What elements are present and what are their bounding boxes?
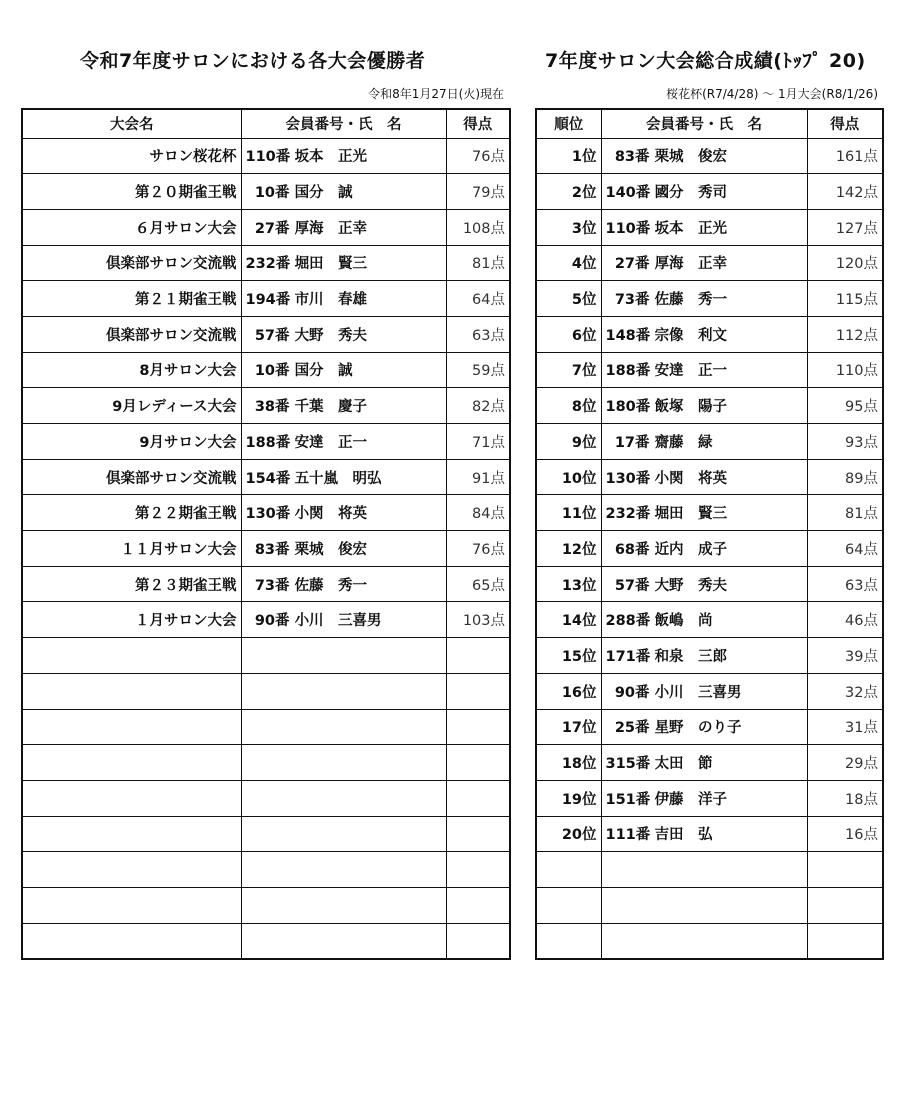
member-name: 伊藤 洋子 (654, 791, 728, 808)
member-number: 148番 (605, 327, 651, 344)
member-cell (601, 174, 807, 210)
table-row (22, 887, 510, 923)
member-number: 73番 (254, 577, 290, 594)
event-name (22, 638, 241, 674)
member-cell (241, 138, 446, 174)
rank-cell: 5位 (536, 281, 601, 317)
score-cell: 71点 (446, 424, 510, 460)
member-cell (601, 531, 807, 567)
member-cell (601, 923, 807, 959)
member-name: 佐藤 秀一 (294, 577, 368, 594)
member-number: 83番 (254, 541, 290, 558)
rank-cell: 13位 (536, 566, 601, 602)
member-cell (601, 138, 807, 174)
member-cell (241, 673, 446, 709)
member-cell (601, 495, 807, 531)
rank-cell: 4位 (536, 245, 601, 281)
table-row (22, 138, 510, 174)
member-cell (601, 780, 807, 816)
score-cell (807, 887, 883, 923)
score-cell: 120点 (807, 245, 883, 281)
score-cell: 103点 (446, 602, 510, 638)
event-name (22, 887, 241, 923)
table-header-row (22, 109, 510, 138)
member-cell (601, 352, 807, 388)
table-row (536, 424, 883, 460)
member-number: 10番 (254, 185, 290, 202)
table-row (22, 709, 510, 745)
member-number: 130番 (605, 470, 651, 487)
score-cell: 82点 (446, 388, 510, 424)
member-name: 厚海 正幸 (294, 220, 368, 237)
table-row (22, 531, 510, 567)
member-cell (241, 602, 446, 638)
table-row (536, 780, 883, 816)
member-cell (601, 852, 807, 888)
rank-cell: 12位 (536, 531, 601, 567)
rank-cell: 15位 (536, 638, 601, 674)
winners-title: 令和7年度サロンにおける各大会優勝者 (80, 50, 426, 72)
rank-cell: 1位 (536, 138, 601, 174)
event-name (22, 923, 241, 959)
member-name: 市川 春雄 (294, 292, 368, 309)
member-name: 國分 秀司 (654, 185, 728, 202)
member-number: 154番 (245, 470, 291, 487)
member-name: 堀田 賢三 (654, 506, 728, 523)
event-name: 倶楽部サロン交流戦 (22, 459, 241, 495)
member-cell (241, 245, 446, 281)
member-number: 10番 (254, 363, 290, 380)
score-cell: 64点 (807, 531, 883, 567)
member-name: 五十嵐 明弘 (294, 470, 382, 487)
member-cell (241, 281, 446, 317)
member-cell (241, 352, 446, 388)
member-cell (601, 638, 807, 674)
table-row (22, 566, 510, 602)
member-cell (241, 709, 446, 745)
member-name: 栗城 俊宏 (654, 149, 728, 166)
score-cell: 93点 (807, 424, 883, 460)
member-name: 安達 正一 (294, 434, 368, 451)
score-cell: 18点 (807, 780, 883, 816)
table-row (536, 638, 883, 674)
header-member: 会員番号・氏 名 (601, 109, 807, 138)
event-name: １１月サロン大会 (22, 531, 241, 567)
member-number: 27番 (614, 256, 650, 273)
table-row (22, 780, 510, 816)
score-cell (446, 780, 510, 816)
winners-as-of-date: 令和8年1月27日(火)現在 (368, 87, 504, 101)
member-name: 小川 三喜男 (294, 613, 382, 630)
event-name: １月サロン大会 (22, 602, 241, 638)
event-name (22, 673, 241, 709)
rank-cell: 20位 (536, 816, 601, 852)
member-number: 188番 (605, 363, 651, 380)
member-number: 73番 (614, 292, 650, 309)
rank-cell: 18位 (536, 745, 601, 781)
score-cell: 79点 (446, 174, 510, 210)
table-row (536, 709, 883, 745)
winners-table (21, 108, 511, 960)
event-name (22, 745, 241, 781)
member-cell (601, 602, 807, 638)
member-number: 232番 (605, 506, 651, 523)
score-cell: 108点 (446, 209, 510, 245)
member-cell (601, 709, 807, 745)
member-name: 栗城 俊宏 (294, 541, 368, 558)
member-number: 57番 (254, 327, 290, 344)
event-name: 第２２期雀王戦 (22, 495, 241, 531)
member-number: 68番 (614, 541, 650, 558)
event-name: 9月サロン大会 (22, 424, 241, 460)
member-cell (241, 923, 446, 959)
score-cell (446, 852, 510, 888)
rank-cell: 2位 (536, 174, 601, 210)
score-cell: 76点 (446, 138, 510, 174)
table-row (536, 138, 883, 174)
member-name: 星野 のり子 (654, 720, 742, 737)
member-number: 194番 (245, 292, 291, 309)
member-cell (241, 495, 446, 531)
member-number: 130番 (245, 506, 291, 523)
score-cell: 63点 (807, 566, 883, 602)
member-cell (241, 745, 446, 781)
event-name: ６月サロン大会 (22, 209, 241, 245)
table-row (536, 887, 883, 923)
score-cell: 59点 (446, 352, 510, 388)
score-cell: 29点 (807, 745, 883, 781)
score-cell: 39点 (807, 638, 883, 674)
header-event-name: 大会名 (22, 109, 241, 138)
table-row (22, 638, 510, 674)
event-name (22, 816, 241, 852)
score-cell: 76点 (446, 531, 510, 567)
table-row (22, 923, 510, 959)
member-cell (241, 887, 446, 923)
member-number: 17番 (614, 434, 650, 451)
member-name: 和泉 三郎 (654, 648, 728, 665)
table-row (22, 459, 510, 495)
rank-cell: 8位 (536, 388, 601, 424)
member-cell (241, 388, 446, 424)
table-row (22, 316, 510, 352)
member-name: 小川 三喜男 (654, 684, 742, 701)
member-number: 188番 (245, 434, 291, 451)
table-row (536, 245, 883, 281)
table-row (536, 566, 883, 602)
table-row (536, 495, 883, 531)
member-cell (241, 566, 446, 602)
member-cell (601, 745, 807, 781)
event-name: 8月サロン大会 (22, 352, 241, 388)
score-cell: 161点 (807, 138, 883, 174)
score-cell (446, 745, 510, 781)
member-name: 飯塚 陽子 (654, 399, 728, 416)
table-row (536, 673, 883, 709)
member-name: 厚海 正幸 (654, 256, 728, 273)
member-cell (601, 209, 807, 245)
member-number: 110番 (245, 149, 291, 166)
event-name: サロン桜花杯 (22, 138, 241, 174)
score-cell (446, 673, 510, 709)
member-cell (241, 174, 446, 210)
member-name: 小関 将英 (294, 506, 368, 523)
rank-cell: 17位 (536, 709, 601, 745)
table-row (536, 209, 883, 245)
table-row (536, 602, 883, 638)
score-cell: 115点 (807, 281, 883, 317)
rank-cell: 9位 (536, 424, 601, 460)
score-cell: 84点 (446, 495, 510, 531)
member-cell (601, 388, 807, 424)
member-name: 千葉 慶子 (294, 399, 368, 416)
member-name: 坂本 正光 (654, 220, 728, 237)
table-row (22, 852, 510, 888)
table-row (22, 388, 510, 424)
table-row (536, 174, 883, 210)
member-cell (241, 531, 446, 567)
table-row (22, 245, 510, 281)
overall-ranking-table (535, 108, 884, 960)
score-cell (446, 709, 510, 745)
table-row (536, 923, 883, 959)
table-row (536, 745, 883, 781)
member-name: 宗像 利文 (654, 327, 728, 344)
member-cell (601, 673, 807, 709)
score-cell: 46点 (807, 602, 883, 638)
table-row (22, 424, 510, 460)
member-name: 佐藤 秀一 (654, 292, 728, 309)
member-cell (241, 424, 446, 460)
member-name: 太田 節 (654, 756, 713, 773)
score-cell (807, 923, 883, 959)
score-cell: 110点 (807, 352, 883, 388)
member-number: 25番 (614, 720, 650, 737)
member-name: 国分 誠 (294, 185, 353, 202)
event-name: 倶楽部サロン交流戦 (22, 245, 241, 281)
member-number: 140番 (605, 185, 651, 202)
table-row (22, 745, 510, 781)
member-cell (241, 459, 446, 495)
table-row (536, 852, 883, 888)
member-number: 27番 (254, 220, 290, 237)
score-cell: 112点 (807, 316, 883, 352)
score-cell: 64点 (446, 281, 510, 317)
header-score: 得点 (807, 109, 883, 138)
member-number: 171番 (605, 648, 651, 665)
score-cell (446, 638, 510, 674)
header-score: 得点 (446, 109, 510, 138)
member-number: 111番 (605, 827, 651, 844)
score-cell: 95点 (807, 388, 883, 424)
rank-cell: 16位 (536, 673, 601, 709)
member-name: 近内 成子 (654, 541, 728, 558)
rank-cell: 7位 (536, 352, 601, 388)
event-name: 倶楽部サロン交流戦 (22, 316, 241, 352)
member-name: 大野 秀夫 (294, 327, 368, 344)
member-number: 90番 (254, 613, 290, 630)
member-name: 安達 正一 (654, 363, 728, 380)
member-name: 吉田 弘 (654, 827, 713, 844)
table-row (536, 459, 883, 495)
member-number: 315番 (605, 756, 651, 773)
member-name: 大野 秀夫 (654, 577, 728, 594)
member-cell (601, 245, 807, 281)
score-cell: 89点 (807, 459, 883, 495)
score-cell: 31点 (807, 709, 883, 745)
member-cell (241, 816, 446, 852)
event-name (22, 852, 241, 888)
event-name (22, 709, 241, 745)
table-row (536, 352, 883, 388)
rank-cell: 11位 (536, 495, 601, 531)
score-cell (446, 887, 510, 923)
member-name: 齋藤 緑 (654, 434, 713, 451)
score-cell (807, 852, 883, 888)
score-cell (446, 816, 510, 852)
rank-cell: 10位 (536, 459, 601, 495)
member-name: 小関 将英 (654, 470, 728, 487)
score-cell: 65点 (446, 566, 510, 602)
member-number: 288番 (605, 613, 651, 630)
member-number: 180番 (605, 399, 651, 416)
table-row (22, 174, 510, 210)
event-name (22, 780, 241, 816)
member-number: 83番 (614, 149, 650, 166)
table-header-row (536, 109, 883, 138)
member-cell (241, 852, 446, 888)
rank-cell (536, 887, 601, 923)
member-cell (241, 209, 446, 245)
member-cell (601, 459, 807, 495)
score-cell: 81点 (446, 245, 510, 281)
member-number: 38番 (254, 399, 290, 416)
member-number: 151番 (605, 791, 651, 808)
table-row (536, 316, 883, 352)
member-name: 坂本 正光 (294, 149, 368, 166)
header-member: 会員番号・氏 名 (241, 109, 446, 138)
member-cell (601, 281, 807, 317)
score-cell: 142点 (807, 174, 883, 210)
table-row (22, 209, 510, 245)
rank-cell: 6位 (536, 316, 601, 352)
member-number: 57番 (614, 577, 650, 594)
member-cell (241, 316, 446, 352)
score-cell: 63点 (446, 316, 510, 352)
table-row (536, 388, 883, 424)
table-row (22, 816, 510, 852)
score-cell (446, 923, 510, 959)
table-row (22, 281, 510, 317)
overall-ranking-title: 7年度サロン大会総合成績(ﾄｯﾌﾟ 20) (545, 50, 866, 72)
member-cell (601, 887, 807, 923)
table-row (22, 495, 510, 531)
rank-cell (536, 923, 601, 959)
score-cell: 32点 (807, 673, 883, 709)
member-number: 90番 (614, 684, 650, 701)
header-rank: 順位 (536, 109, 601, 138)
member-name: 堀田 賢三 (294, 256, 368, 273)
score-cell: 81点 (807, 495, 883, 531)
rank-cell: 14位 (536, 602, 601, 638)
member-number: 110番 (605, 220, 651, 237)
table-row (22, 602, 510, 638)
member-cell (601, 316, 807, 352)
event-name: 第２１期雀王戦 (22, 281, 241, 317)
member-cell (601, 424, 807, 460)
table-row (22, 352, 510, 388)
rank-cell (536, 852, 601, 888)
overall-ranking-period: 桜花杯(R7/4/28) ～ 1月大会(R8/1/26) (666, 87, 878, 101)
table-row (536, 281, 883, 317)
member-name: 飯嶋 尚 (654, 613, 713, 630)
table-row (536, 531, 883, 567)
member-name: 国分 誠 (294, 363, 353, 380)
event-name: 第２３期雀王戦 (22, 566, 241, 602)
score-cell: 127点 (807, 209, 883, 245)
member-cell (601, 816, 807, 852)
member-cell (601, 566, 807, 602)
member-number: 232番 (245, 256, 291, 273)
table-row (536, 816, 883, 852)
member-cell (241, 780, 446, 816)
rank-cell: 3位 (536, 209, 601, 245)
score-cell: 91点 (446, 459, 510, 495)
rank-cell: 19位 (536, 780, 601, 816)
event-name: 第２０期雀王戦 (22, 174, 241, 210)
table-row (22, 673, 510, 709)
score-cell: 16点 (807, 816, 883, 852)
member-cell (241, 638, 446, 674)
event-name: 9月レディース大会 (22, 388, 241, 424)
